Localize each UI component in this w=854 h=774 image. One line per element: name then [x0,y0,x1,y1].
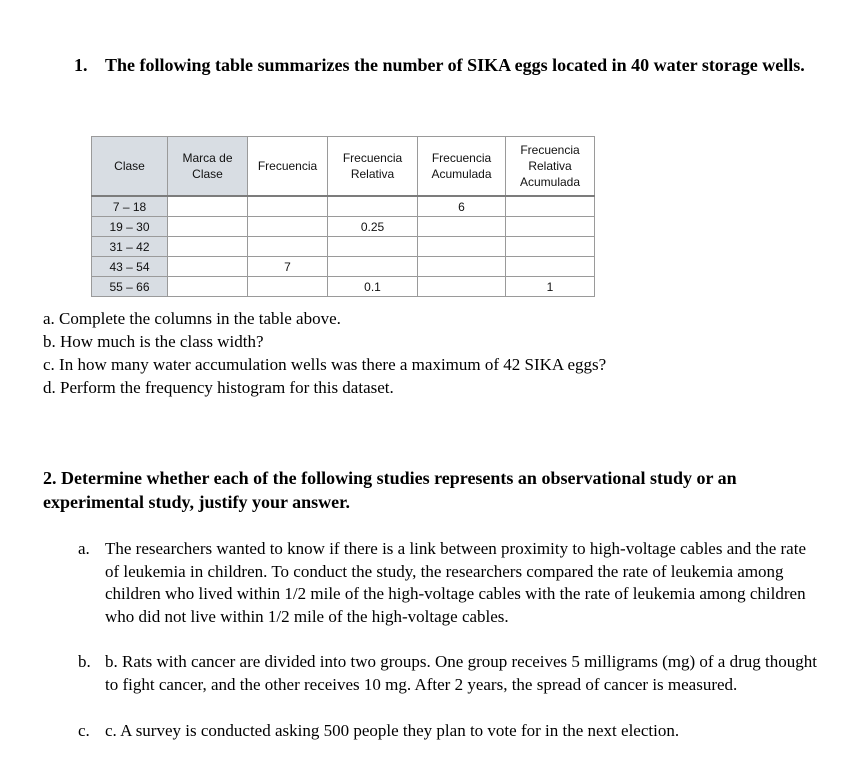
cell-clase: 19 – 30 [92,217,168,237]
cell-frecuencia [248,217,328,237]
cell-clase: 7 – 18 [92,196,168,217]
cell-clase: 43 – 54 [92,257,168,277]
item-label: c. [78,721,90,740]
question-1-number: 1. [74,55,88,75]
item-text: b. Rats with cancer are divided into two groups. One group receives 5 milligrams (mg) of a drug thought to fight cancer, and the other receives 10 mg. After 2 years, the spread of cancer is measured. [105,652,817,694]
header-frecuencia-acumulada: Frecuencia Acumulada [418,137,506,197]
subquestion-d: d. Perform the frequency histogram for this dataset. [43,378,394,397]
header-frecuencia-relativa: Frecuencia Relativa [328,137,418,197]
cell-frecuencia-relativa [328,196,418,217]
cell-frecuencia-relativa-acumulada: 1 [506,277,595,297]
subquestion-b: b. How much is the class width? [43,332,264,351]
header-clase: Clase [92,137,168,197]
cell-frecuencia-relativa-acumulada [506,257,595,277]
study-item-a [78,538,823,628]
cell-frecuencia-relativa [328,257,418,277]
item-label: b. [78,652,91,671]
cell-frecuencia [248,196,328,217]
cell-marca [168,257,248,277]
cell-frecuencia-acumulada [418,217,506,237]
table-row [92,196,595,217]
cell-clase: 55 – 66 [92,277,168,297]
question-1-text: The following table summarizes the number of SIKA eggs located in 40 water storage wells. [105,55,805,75]
table-row [92,217,595,237]
cell-frecuencia-acumulada [418,277,506,297]
cell-frecuencia-acumulada: 6 [418,196,506,217]
header-frecuencia: Frecuencia [248,137,328,197]
cell-frecuencia-relativa: 0.25 [328,217,418,237]
item-text: The researchers wanted to know if there is a link between proximity to high-voltage cables and the rate of leukemia in children. To conduct the study, the researchers compared the rate of leukemia among children who lived within 1/2 mile of the high-voltage cables with the rate of leukemia among children who did not live within 1/2 mile of the high-voltage cables. [105,539,807,626]
subquestion-c: c. In how many water accumulation wells was there a maximum of 42 SIKA eggs? [43,355,607,374]
cell-frecuencia [248,237,328,257]
table-row [92,277,595,297]
header-frecuencia-relativa-acumulada: Frecuencia Relativa Acumulada [506,137,595,197]
subquestion-a: a. Complete the columns in the table above. [43,309,341,328]
study-item-b [78,651,823,696]
study-item-c [78,720,823,743]
cell-frecuencia-relativa: 0.1 [328,277,418,297]
cell-frecuencia-relativa-acumulada [506,196,595,217]
cell-marca [168,217,248,237]
item-label: a. [78,539,90,558]
cell-frecuencia-acumulada [418,237,506,257]
cell-marca [168,237,248,257]
item-text: c. A survey is conducted asking 500 people they plan to vote for in the next election. [105,721,680,740]
question-1 [74,53,814,77]
cell-frecuencia-relativa-acumulada [506,237,595,257]
cell-frecuencia-acumulada [418,257,506,277]
cell-frecuencia: 7 [248,257,328,277]
cell-marca [168,196,248,217]
table-row [92,237,595,257]
frequency-table [91,136,595,297]
table-header-row [92,137,595,197]
question-2-text: 2. Determine whether each of the following studies represents an observational study or an experimental study, justify your answer. [43,468,737,512]
header-marca-de-clase: Marca de Clase [168,137,248,197]
cell-frecuencia [248,277,328,297]
cell-frecuencia-relativa [328,237,418,257]
cell-marca [168,277,248,297]
table-row [92,257,595,277]
cell-clase: 31 – 42 [92,237,168,257]
cell-frecuencia-relativa-acumulada [506,217,595,237]
